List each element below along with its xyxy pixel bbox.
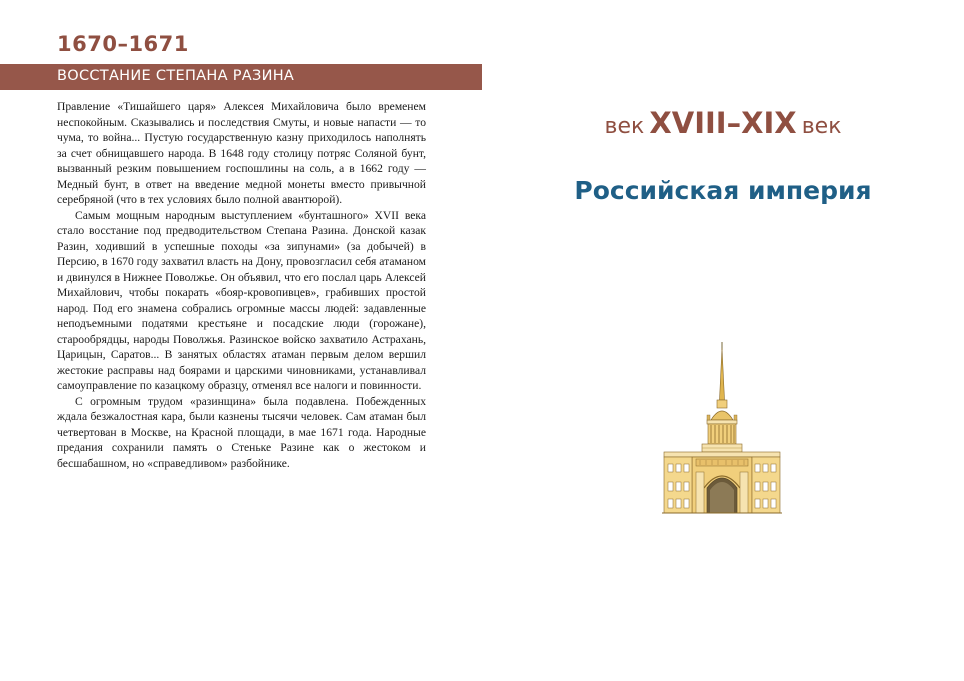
empire-title: Российская империя: [574, 176, 872, 205]
date-range-heading: 1670–1671: [57, 32, 189, 56]
paragraph-1: Правление «Тишайшего царя» Алексея Михайловича было временем неспокойным. Сказывались и последствия Смуты, и новые напасти — то чума, то война... Пустую государственную казну приходилось наполнять за счет обнищавшего народа. В 1648 году столицу потряс Соляной бунт, вызванный резким повышением госпошлины на соль, а в 1662 году — Медный бунт, в ответ на введение медной монеты вместо привычной серебряной (что в тех условиях было полной авантюрой).: [57, 100, 426, 206]
body-text: [57, 99, 426, 471]
century-prefix: век: [604, 114, 645, 139]
section-title: ВОССТАНИЕ СТЕПАНА РАЗИНА: [57, 68, 295, 84]
right-page: [482, 0, 964, 681]
century-suffix: век: [801, 114, 842, 139]
century-roman: XVIII–XIX: [649, 106, 797, 140]
century-heading: [482, 106, 964, 140]
paragraph-3: С огромным трудом «разинщина» была подавлена. Побежденных ждала безжалостная кара, были казнены тысячи человек. Сам атаман был четвертован в Москве, на Красной площади, в мае 1671 года. Народные предания сохранили память о Стеньке Разине как о жестоком и бесшабашном, но «справедливом» разбойнике.: [57, 394, 426, 470]
section-title-band: [0, 64, 482, 90]
paragraph-2: Самым мощным народным выступлением «бунташного» XVII века стало восстание под предводительством Степана Разина. Донской казак Разин, ходивший в успешные походы «за зипунами» (за добычей) в Персию, в 1670 году захватил власть на Дону, провозгласил себя атаманом и двинулся в Нижнее Поволжье. Он объявил, что его послал царь Алексей Михайлович, чтобы покарать «бояр-кровопивцев», грабивших простой народ. Под его знамена собрались огромные массы людей: задавленные неподъемными податями крестьяне и посадские люди (горожане), старообрядцы, народы Поволжья. Разинское войско захватило Астрахань, Царицын, Саратов... В занятых областях атаман первым делом вершил жестокие расправы над боярами и царскими чиновниками, устанавливал самоуправление по казацкому образцу, отменял все налоги и повинности.: [57, 208, 426, 392]
admiralty-building-illustration: [660, 340, 784, 515]
